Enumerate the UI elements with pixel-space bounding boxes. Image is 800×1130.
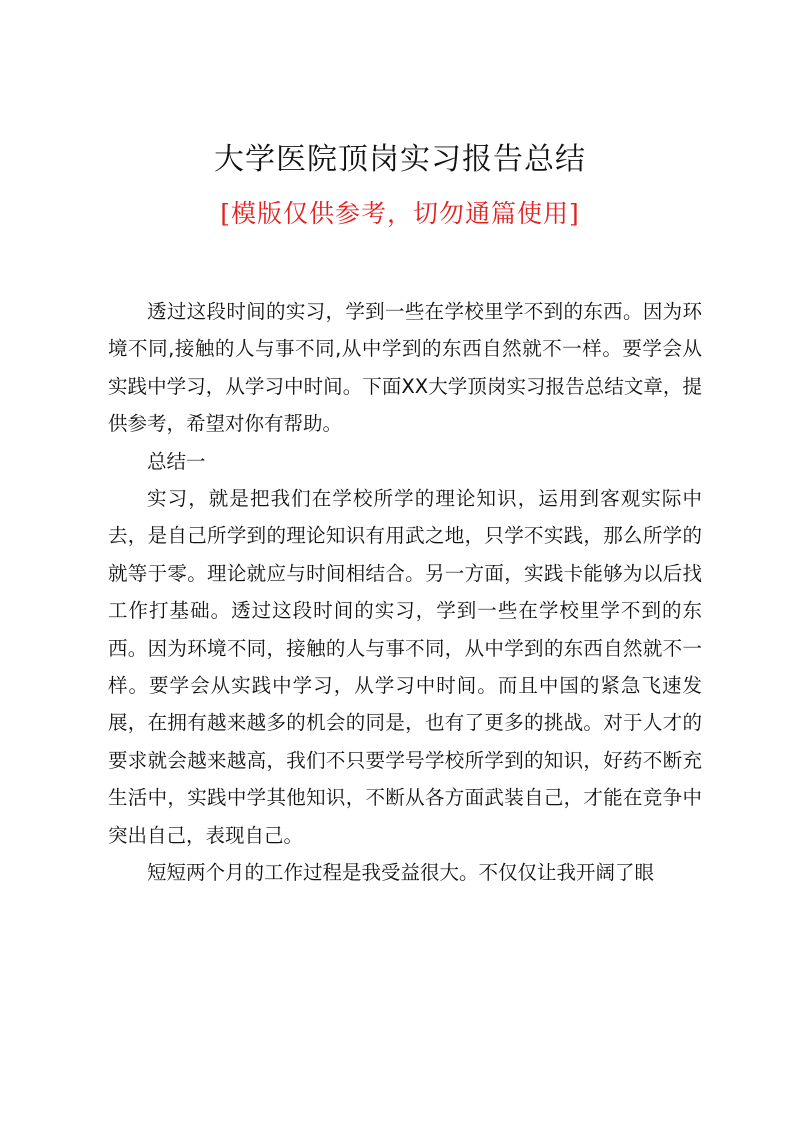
document-body <box>108 293 702 892</box>
section-heading: 总结一 <box>147 449 206 473</box>
page-title: 大学医院顶岗实习报告总结 <box>214 142 586 177</box>
template-notice: [模版仅供参考，切勿通篇使用] <box>220 199 580 228</box>
paragraph-intro: 透过这段时间的实习，学到一些在学校里学不到的东西。因为环境不同,接触的人与事不同,从中学到的东西自然就不一样。要学会从实践中学习，从学习中时间。下面XX大学顶岗实习报告总结文章，提供参考，希望对你有帮助。 <box>108 300 702 436</box>
paragraph-summary-one: 实习，就是把我们在学校所学的理论知识，运用到客观实际中去，是自己所学到的理论知识有用武之地，只学不实践，那么所学的就等于零。理论就应与时间相结合。另一方面，实践卡能够为以后找工作打基础。透过这段时间的实习，学到一些在学校里学不到的东西。因为环境不同，接触的人与事不同，从中学到的东西自然就不一样。要学会从实践中学习，从学习中时间。而且中国的紧急飞速发展，在拥有越来越多的机会的同是，也有了更多的挑战。对于人才的要求就会越来越高，我们不只要学号学校所学到的知识，好药不断充生活中，实践中学其他知识，不断从各方面武装自己，才能在竞争中突出自己，表现自己。 <box>108 487 702 847</box>
paragraph-continuation: 短短两个月的工作过程是我受益很大。不仅仅让我开阔了眼 <box>147 861 655 885</box>
